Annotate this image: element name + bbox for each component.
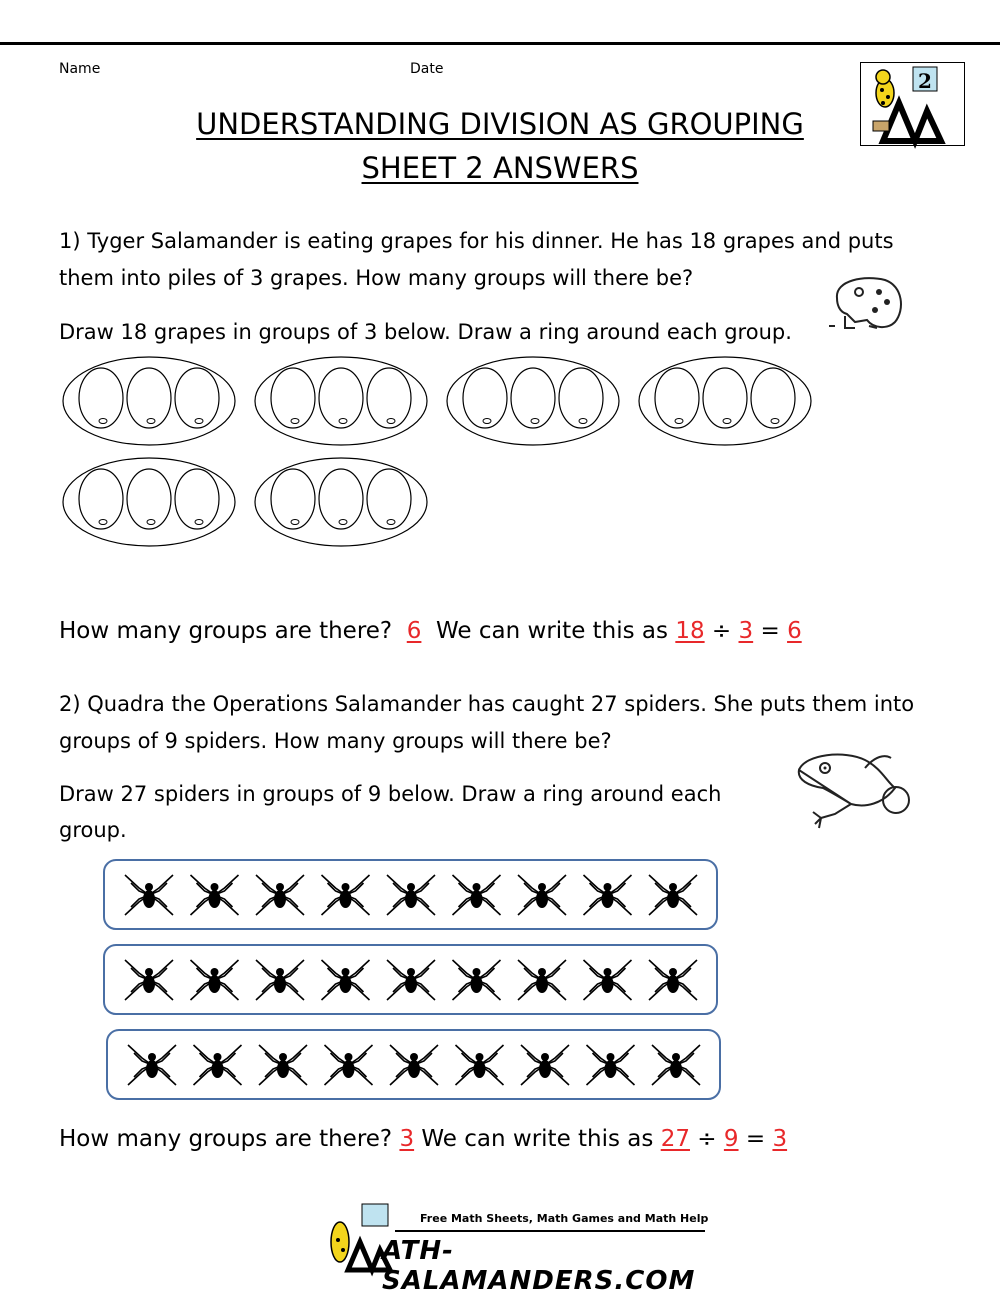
q1-text-line1: 1) Tyger Salamander is eating grapes for his dinner. He has 18 grapes and puts — [59, 229, 894, 253]
q2-write-prefix: We can write this as — [421, 1126, 654, 1152]
q1-instruction: Draw 18 grapes in groups of 3 below. Draw a ring around each group. — [59, 320, 792, 344]
spider — [259, 1045, 307, 1085]
footer-brand: ATH-SALAMANDERS.COM — [382, 1236, 696, 1296]
q1-divisor: 3 — [738, 618, 754, 644]
q2-quotient: 3 — [772, 1126, 788, 1152]
spider — [125, 875, 173, 915]
footer-tagline: Free Math Sheets, Math Games and Math Help — [420, 1212, 709, 1225]
spider — [256, 875, 304, 915]
spider — [584, 875, 632, 915]
q2-dividend: 27 — [660, 1126, 690, 1152]
q2-text-line1: 2) Quadra the Operations Salamander has caught 27 spiders. She puts them into — [59, 692, 915, 716]
spider-group — [104, 860, 717, 929]
spider — [587, 1045, 635, 1085]
spider — [453, 875, 501, 915]
spider — [453, 960, 501, 1000]
spider-group — [107, 1030, 720, 1099]
q1-write-prefix: We can write this as — [436, 618, 669, 644]
q1-dividend: 18 — [675, 618, 705, 644]
q1-quotient: 6 — [787, 618, 802, 644]
spider — [325, 1045, 373, 1085]
spider — [322, 875, 370, 915]
page-title-line1: UNDERSTANDING DIVISION AS GROUPING — [196, 107, 804, 141]
q1-question-label: How many groups are there? — [59, 618, 393, 644]
spider — [387, 875, 435, 915]
q2-equals-sign: = — [745, 1126, 766, 1152]
footer-logo — [320, 1202, 720, 1296]
q2-divisor: 9 — [723, 1126, 739, 1152]
q2-instruction-line2: group. — [59, 818, 127, 842]
q1-equals-sign: = — [760, 618, 780, 644]
q1-answer-groups: 6 — [406, 618, 422, 644]
q2-answer-line — [59, 1126, 787, 1152]
footer-rule — [395, 1230, 705, 1232]
spider — [521, 1045, 569, 1085]
spider — [649, 960, 697, 1000]
q2-question-label: How many groups are there? — [59, 1126, 393, 1152]
spider — [322, 960, 370, 1000]
spider — [390, 1045, 438, 1085]
spider — [649, 875, 697, 915]
q1-text-line2: them into piles of 3 grapes. How many groups will there be? — [59, 266, 694, 290]
spider — [652, 1045, 700, 1085]
spider — [518, 875, 566, 915]
name-label: Name — [59, 61, 101, 77]
spider — [256, 960, 304, 1000]
q2-answer-groups: 3 — [399, 1126, 415, 1152]
q2-instruction-line1: Draw 27 spiders in groups of 9 below. Draw a ring around each — [59, 782, 722, 806]
spider-group — [104, 945, 717, 1014]
spider — [128, 1045, 176, 1085]
q1-divide-sign: ÷ — [711, 618, 732, 644]
spider — [191, 960, 239, 1000]
spider — [387, 960, 435, 1000]
spider — [456, 1045, 504, 1085]
badge-number: 2 — [918, 69, 932, 93]
footer-salamander-icon — [320, 1202, 390, 1272]
q2-divide-sign: ÷ — [697, 1126, 717, 1152]
page-title-line2: SHEET 2 ANSWERS — [361, 151, 639, 185]
spider — [584, 960, 632, 1000]
q2-text-line2: groups of 9 spiders. How many groups will there be? — [59, 729, 612, 753]
spider — [125, 960, 173, 1000]
spider — [518, 960, 566, 1000]
spider — [194, 1045, 242, 1085]
date-label: Date — [410, 61, 444, 77]
spider — [191, 875, 239, 915]
